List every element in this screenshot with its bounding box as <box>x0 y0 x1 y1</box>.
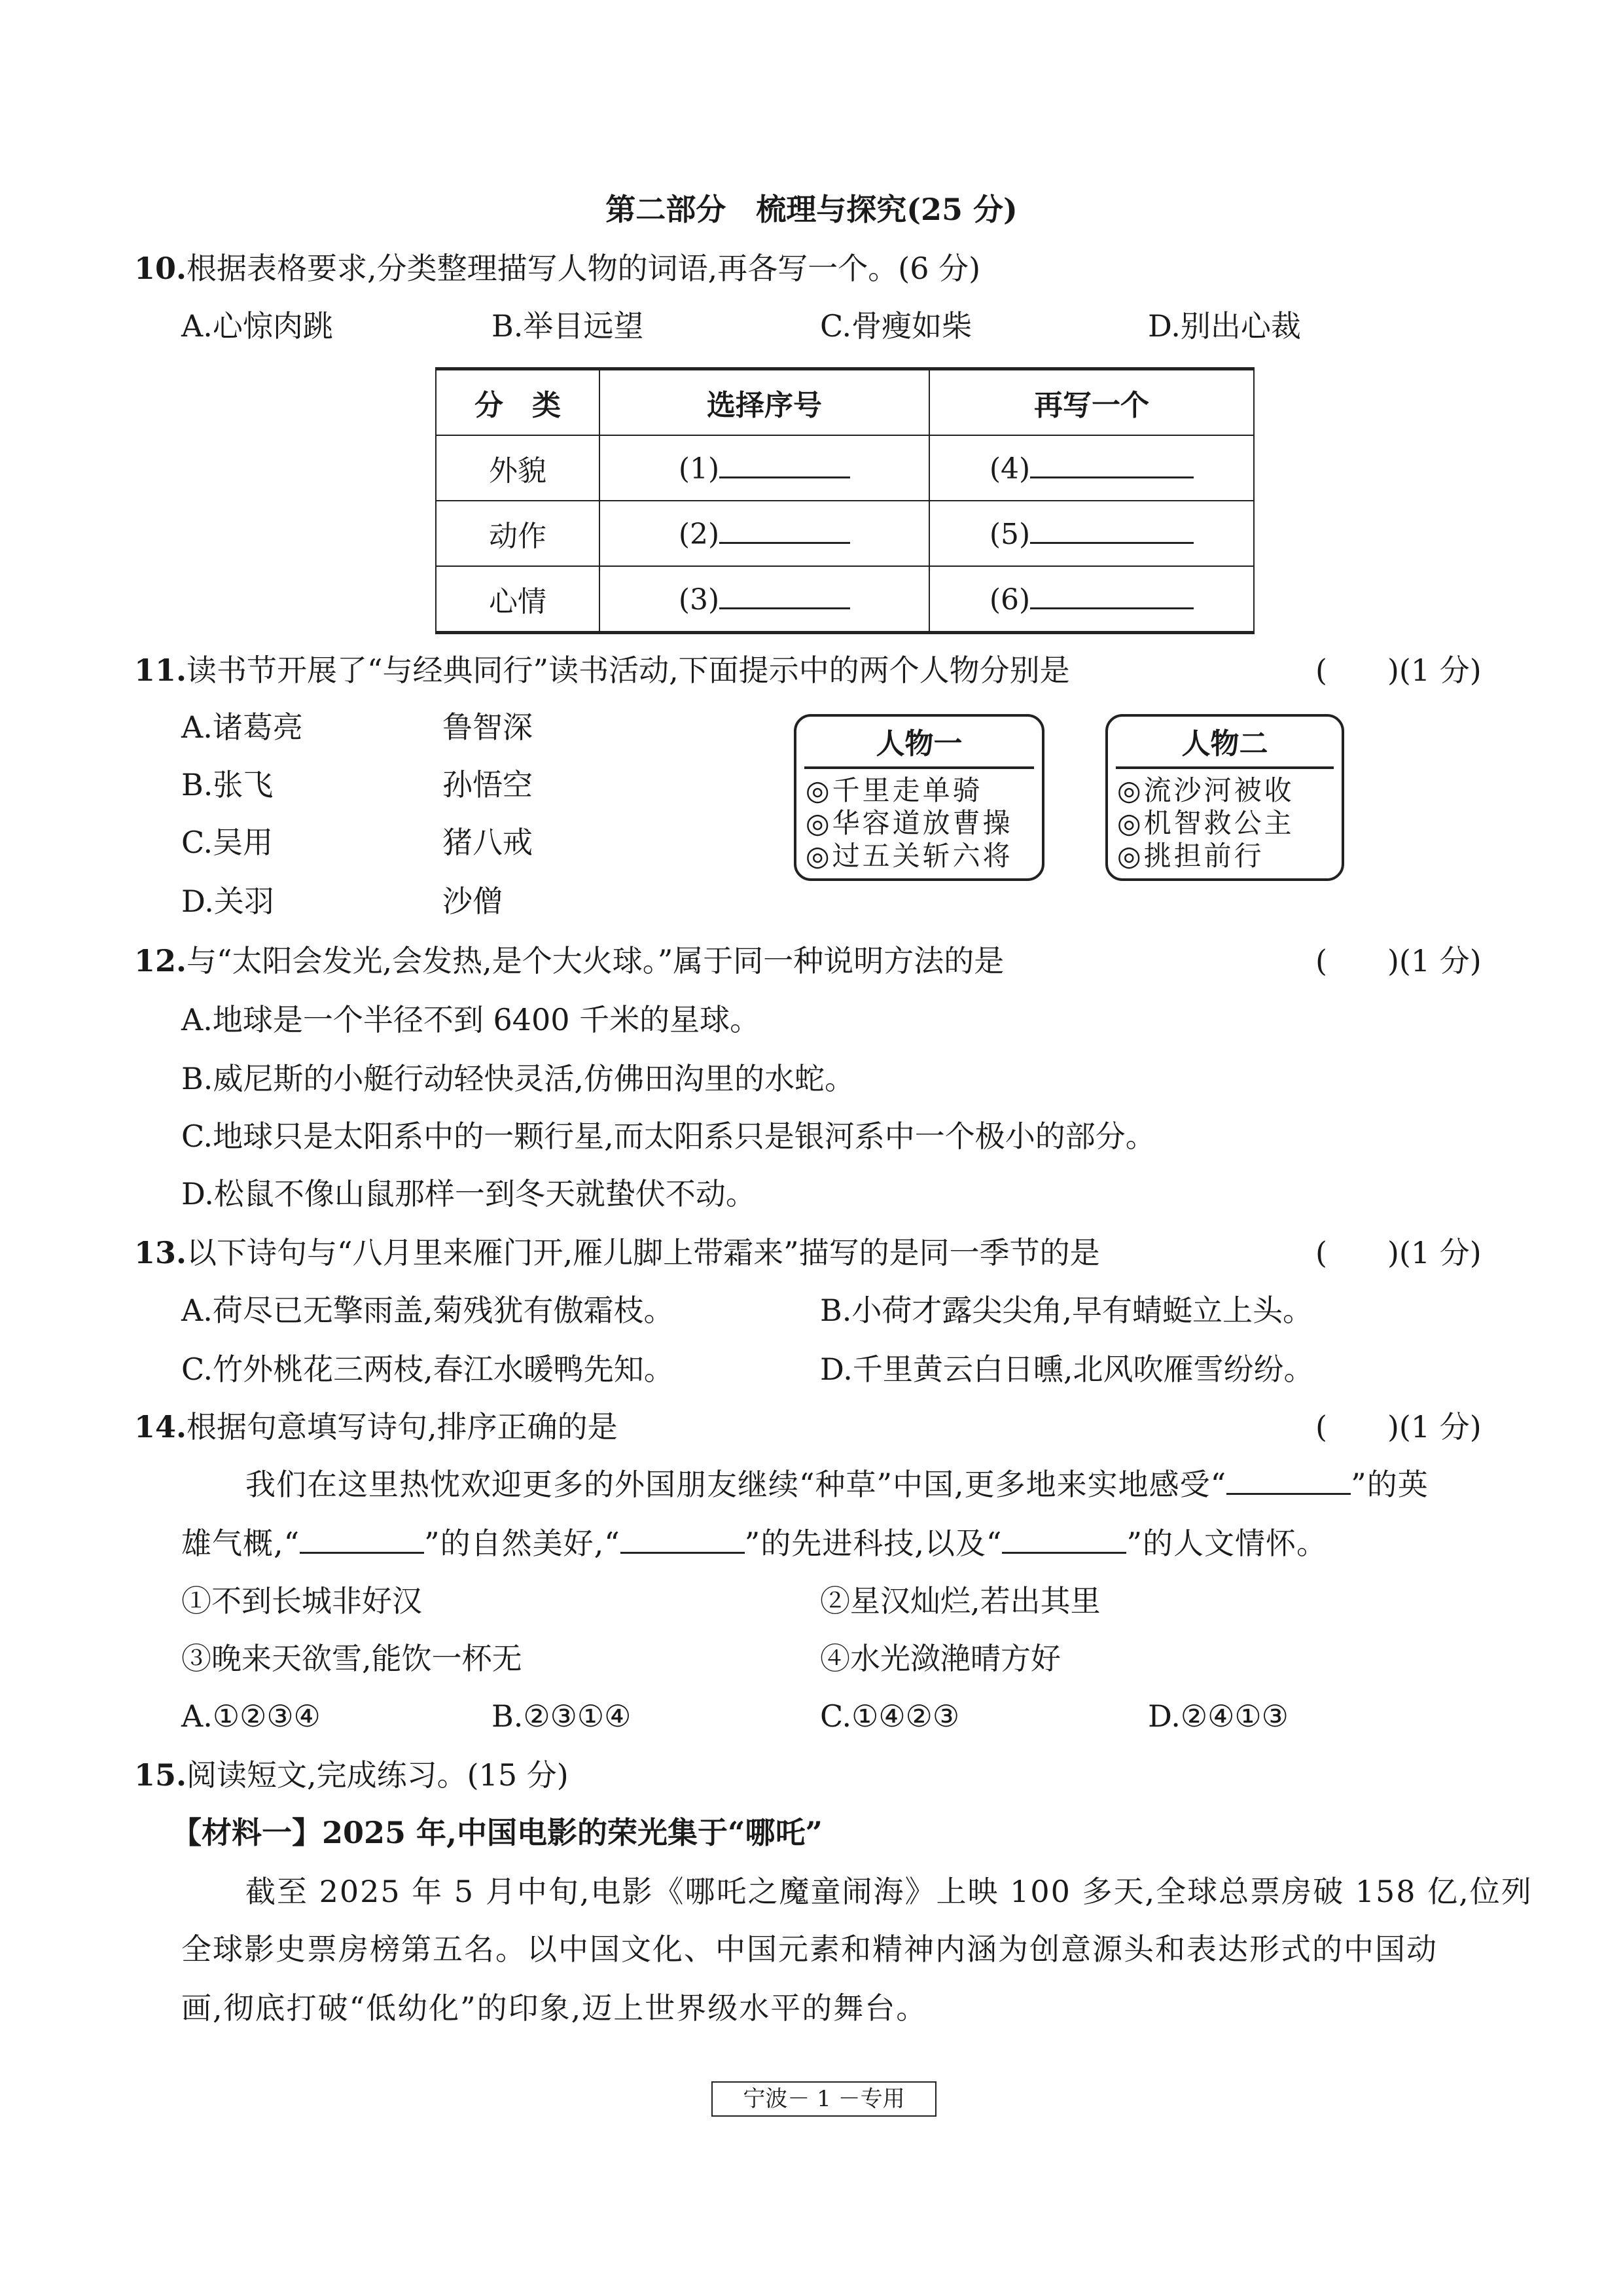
option-a: A.荷尽已无擎雨盖,菊残犹有傲霜枝。 <box>181 1293 674 1328</box>
box-title: 人物二 <box>1181 727 1268 761</box>
poem-item: ①不到长城非好汉 <box>181 1583 422 1619</box>
answer-bracket[interactable]: ( )(1 分) <box>1315 1409 1482 1444</box>
question-number: 11. <box>134 653 187 688</box>
table-row <box>436 435 1254 501</box>
fill-blank[interactable] <box>300 1526 424 1554</box>
option-d: D.②④①③ <box>1148 1698 1289 1734</box>
answer-blank[interactable] <box>719 450 850 478</box>
question-13 <box>134 1233 1100 1272</box>
box-title: 人物一 <box>876 727 963 761</box>
passage-text: 我们在这里热忱欢迎更多的外国朋友继续“种草”中国,更多地来实地感受“ <box>245 1467 1227 1502</box>
option-b: B.张飞 <box>181 767 274 802</box>
question-14 <box>134 1407 618 1446</box>
blank-label: (2) <box>678 518 720 551</box>
option-d-second: 沙僧 <box>442 884 503 919</box>
option-c-second: 猪八戒 <box>442 825 533 860</box>
question-text: 根据表格要求,分类整理描写人物的词语,再各写一个。(6 分) <box>187 251 981 286</box>
passage-text: ”的英 <box>1351 1467 1429 1502</box>
question-text: 根据句意填写诗句,排序正确的是 <box>187 1409 618 1444</box>
question-text: 以下诗句与“八月里来雁门开,雁儿脚上带霜来”描写的是同一季节的是 <box>187 1235 1100 1270</box>
question-12 <box>134 941 1004 980</box>
option-c: C.①④②③ <box>820 1698 960 1734</box>
option-d: D.别出心裁 <box>1148 308 1301 344</box>
option-b: B.威尼斯的小艇行动轻快灵活,仿佛田沟里的水蛇。 <box>181 1061 855 1096</box>
hint-item: ◎流沙河被收 <box>1117 774 1294 806</box>
paragraph-line: 截至 2025 年 5 月中旬,电影《哪吒之魔童闹海》上映 100 多天,全球总票房破 158 亿,位列 <box>245 1874 1533 1909</box>
fill-blank[interactable] <box>1002 1526 1126 1554</box>
question-number: 13. <box>134 1235 187 1270</box>
option-a: A.①②③④ <box>181 1698 321 1734</box>
answer-cell[interactable] <box>929 435 1254 501</box>
poem-item: ③晚来天欲雪,能饮一杯无 <box>181 1641 522 1676</box>
option-a: A.心惊肉跳 <box>181 308 333 344</box>
paragraph-line: 画,彻底打破“低幼化”的印象,迈上世界级水平的舞台。 <box>181 1990 928 2026</box>
header-write: 再写一个 <box>929 369 1254 436</box>
blank-label: (3) <box>678 583 720 617</box>
question-15 <box>134 1755 569 1795</box>
blank-label: (1) <box>678 452 720 486</box>
hint-item: ◎华容道放曹操 <box>806 807 1013 839</box>
answer-bracket[interactable]: ( )(1 分) <box>1315 653 1482 688</box>
option-b-second: 孙悟空 <box>442 767 533 802</box>
question-text: 读书节开展了“与经典同行”读书活动,下面提示中的两个人物分别是 <box>187 653 1070 688</box>
question-text: 与“太阳会发光,会发热,是个大火球。”属于同一种说明方法的是 <box>187 943 1005 978</box>
category-cell: 心情 <box>436 566 599 633</box>
blank-label: (6) <box>989 583 1031 617</box>
option-c: C.竹外桃花三两枝,春江水暖鸭先知。 <box>181 1352 674 1387</box>
classification-table <box>435 367 1255 634</box>
answer-blank[interactable] <box>1030 581 1194 609</box>
option-b: B.②③①④ <box>491 1698 632 1734</box>
header-category: 分 类 <box>436 369 599 436</box>
option-d: D.千里黄云白日曛,北风吹雁雪纷纷。 <box>820 1352 1314 1387</box>
option-d: D.关羽 <box>181 884 274 919</box>
passage-line-1 <box>245 1465 1429 1504</box>
hint-item: ◎机智救公主 <box>1117 807 1294 839</box>
section-title: 第二部分 梳理与探究(25 分) <box>605 192 1018 227</box>
option-d: D.松鼠不像山鼠那样一到冬天就蛰伏不动。 <box>181 1176 756 1211</box>
question-number: 10. <box>134 251 187 286</box>
category-cell: 动作 <box>436 501 599 566</box>
blank-label: (4) <box>989 452 1031 486</box>
fill-blank[interactable] <box>620 1526 745 1554</box>
answer-cell[interactable] <box>599 566 929 633</box>
answer-blank[interactable] <box>1030 516 1194 544</box>
page-footer: 宁波－ 1 －专用 <box>711 2081 936 2117</box>
question-number: 15. <box>134 1757 187 1793</box>
material-title: 2025 年,中国电影的荣光集于“哪吒” <box>322 1815 823 1850</box>
option-a: A.诸葛亮 <box>181 709 303 745</box>
option-b: B.举目远望 <box>491 308 644 344</box>
divider <box>804 766 1034 769</box>
passage-text: ”的人文情怀。 <box>1126 1526 1327 1561</box>
table-row <box>436 501 1254 566</box>
option-a: A.地球是一个半径不到 6400 千米的星球。 <box>181 1002 760 1037</box>
poem-item: ④水光潋滟晴方好 <box>820 1641 1061 1676</box>
material-heading <box>171 1813 823 1852</box>
hint-item: ◎过五关斩六将 <box>806 840 1013 872</box>
question-11 <box>134 651 1070 690</box>
question-number: 14. <box>134 1409 187 1444</box>
option-c: C.吴用 <box>181 825 274 860</box>
answer-bracket[interactable]: ( )(1 分) <box>1315 1235 1482 1270</box>
option-c: C.地球只是太阳系中的一颗行星,而太阳系只是银河系中一个极小的部分。 <box>181 1119 1156 1154</box>
question-number: 12. <box>134 943 187 978</box>
option-b: B.小荷才露尖尖角,早有蜻蜓立上头。 <box>820 1293 1313 1328</box>
answer-cell[interactable] <box>929 501 1254 566</box>
divider <box>1116 766 1334 769</box>
hint-item: ◎千里走单骑 <box>806 774 983 806</box>
answer-cell[interactable] <box>929 566 1254 633</box>
passage-text: ”的自然美好,“ <box>424 1526 620 1561</box>
answer-blank[interactable] <box>1030 450 1194 478</box>
material-label: 【材料一】 <box>171 1815 322 1850</box>
hint-item: ◎挑担前行 <box>1117 840 1264 872</box>
answer-cell[interactable] <box>599 501 929 566</box>
passage-text: 雄气概,“ <box>181 1526 300 1561</box>
question-10 <box>134 249 980 288</box>
answer-cell[interactable] <box>599 435 929 501</box>
option-a-second: 鲁智深 <box>442 709 533 745</box>
answer-blank[interactable] <box>719 581 850 609</box>
category-cell: 外貌 <box>436 435 599 501</box>
table-row <box>436 566 1254 633</box>
passage-line-2 <box>181 1524 1327 1563</box>
answer-bracket[interactable]: ( )(1 分) <box>1315 943 1482 978</box>
character-one-box <box>794 714 1044 881</box>
fill-blank[interactable] <box>1226 1467 1351 1495</box>
header-choice: 选择序号 <box>599 369 929 436</box>
question-text: 阅读短文,完成练习。(15 分) <box>187 1757 569 1793</box>
blank-label: (5) <box>989 518 1031 551</box>
answer-blank[interactable] <box>719 516 850 544</box>
paragraph-line: 全球影史票房榜第五名。以中国文化、中国元素和精神内涵为创意源头和表达形式的中国动 <box>181 1931 1438 1967</box>
option-c: C.骨瘦如柴 <box>820 308 972 344</box>
character-two-box <box>1105 714 1344 881</box>
passage-text: ”的先进科技,以及“ <box>744 1526 1003 1561</box>
poem-item: ②星汉灿烂,若出其里 <box>820 1583 1101 1619</box>
